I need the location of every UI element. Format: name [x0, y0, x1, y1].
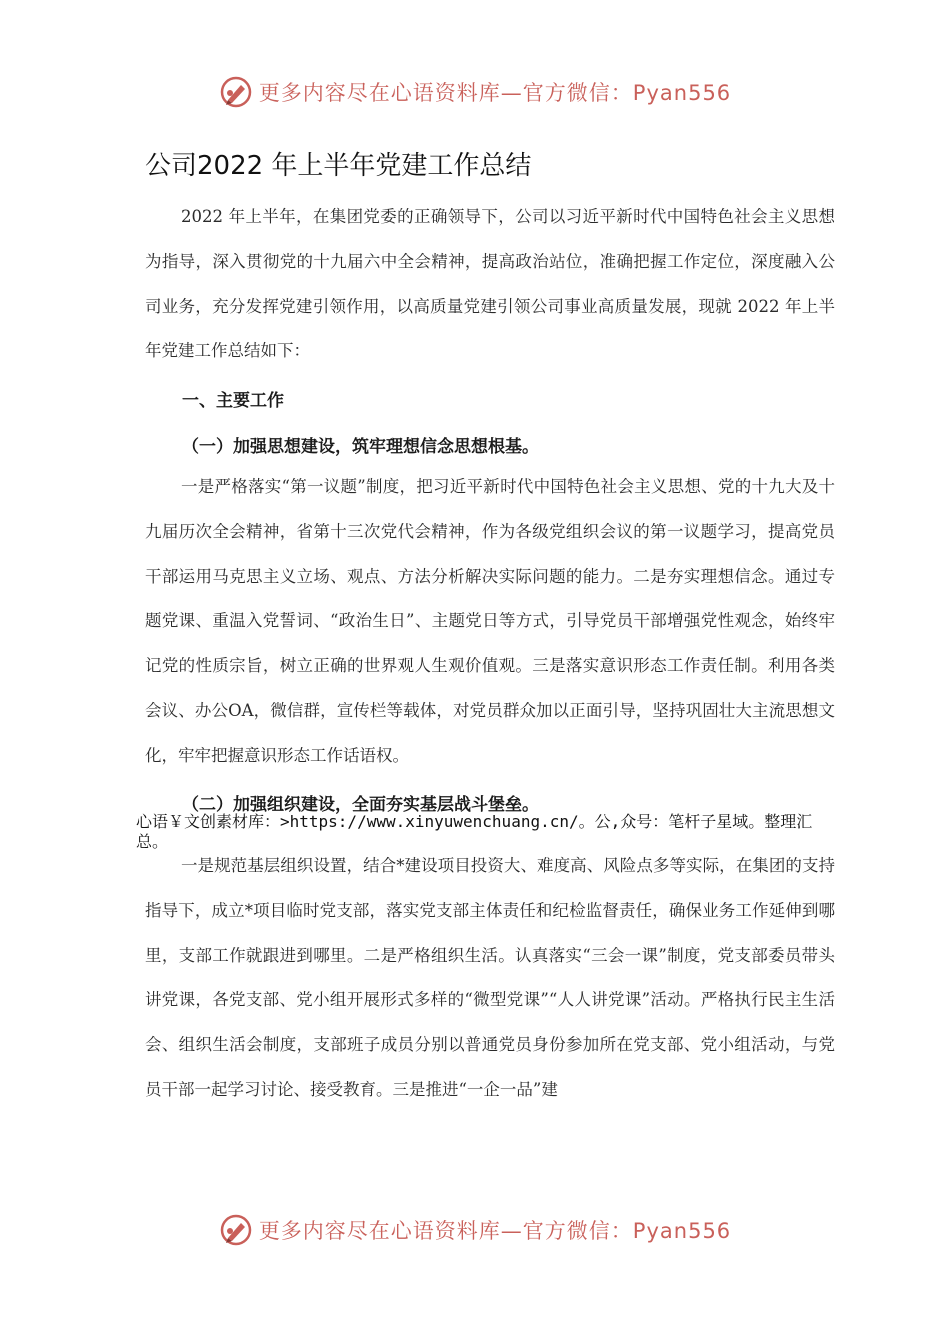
- page-title: 公司2022 年上半年党建工作总结: [145, 151, 532, 181]
- top-banner: [0, 70, 950, 114]
- subsection-heading-ideology: （一）加强思想建设，筑牢理想信念思想根基。: [182, 437, 539, 457]
- pen-nib-logo-icon: [219, 75, 253, 109]
- pen-nib-logo-icon: [219, 1213, 253, 1247]
- organization-paragraph: 一是规范基层组织设置，结合*建设项目投资大、难度高、风险点多等实际，在集团的支持指导下，成立*项目临时党支部，落实党支部主体责任和纪检监督责任，确保业务工作延伸到哪里，支部工作就跟进到哪里。二是严格组织生活。认真落实“三会一课”制度，党支部委员带头讲党课，各党支部、党小组开展形式多样的“微型党课”“人人讲党课”活动。严格执行民主生活会、组织生活会制度，支部班子成员分别以普通党员身份参加所在党支部、党小组活动，与党员干部一起学习讨论、接受教育。三是推进“一企一品”建: [145, 856, 835, 1099]
- bottom-banner: [0, 1208, 950, 1252]
- ideology-paragraph: 一是严格落实“第一议题”制度，把习近平新时代中国特色社会主义思想、党的十九大及十九届历次全会精神，省第十三次党代会精神，作为各级党组织会议的第一议题学习，提高党员干部运用马克思主义立场、观点、方法分析解决实际问题的能力。二是夯实理想信念。通过专题党课、重温入党誓词、“政治生日”、主题党日等方式，引导党员干部增强党性观念，始终牢记党的性质宗旨，树立正确的世界观人生观价值观。三是落实意识形态工作责任制。利用各类会议、办公OA，微信群，宣传栏等载体，对党员群众加以正面引导，坚持巩固壮大主流思想文化，牢牢把握意识形态工作话语权。: [145, 477, 835, 765]
- section-heading-main-work: 一、主要工作: [182, 391, 284, 411]
- subsection-heading-organization: （二）加强组织建设，全面夯实基层战斗堡垒。: [182, 795, 539, 815]
- banner-text: 更多内容尽在心语资料库—官方微信：Pyan556: [258, 1219, 732, 1243]
- banner-text: 更多内容尽在心语资料库—官方微信：Pyan556: [258, 81, 732, 105]
- source-notice: 心语￥文创素材库：>https://www.xinyuwenchuang.cn/。公,众号：笔杆子星域。整理汇总。: [136, 812, 813, 851]
- intro-paragraph: 2022 年上半年，在集团党委的正确领导下，公司以习近平新时代中国特色社会主义思想为指导，深入贯彻党的十九届六中全会精神，提高政治站位，准确把握工作定位，深度融入公司业务，充分发挥党建引领作用，以高质量党建引领公司事业高质量发展，现就 2022 年上半年党建工作总结如下：: [145, 207, 835, 361]
